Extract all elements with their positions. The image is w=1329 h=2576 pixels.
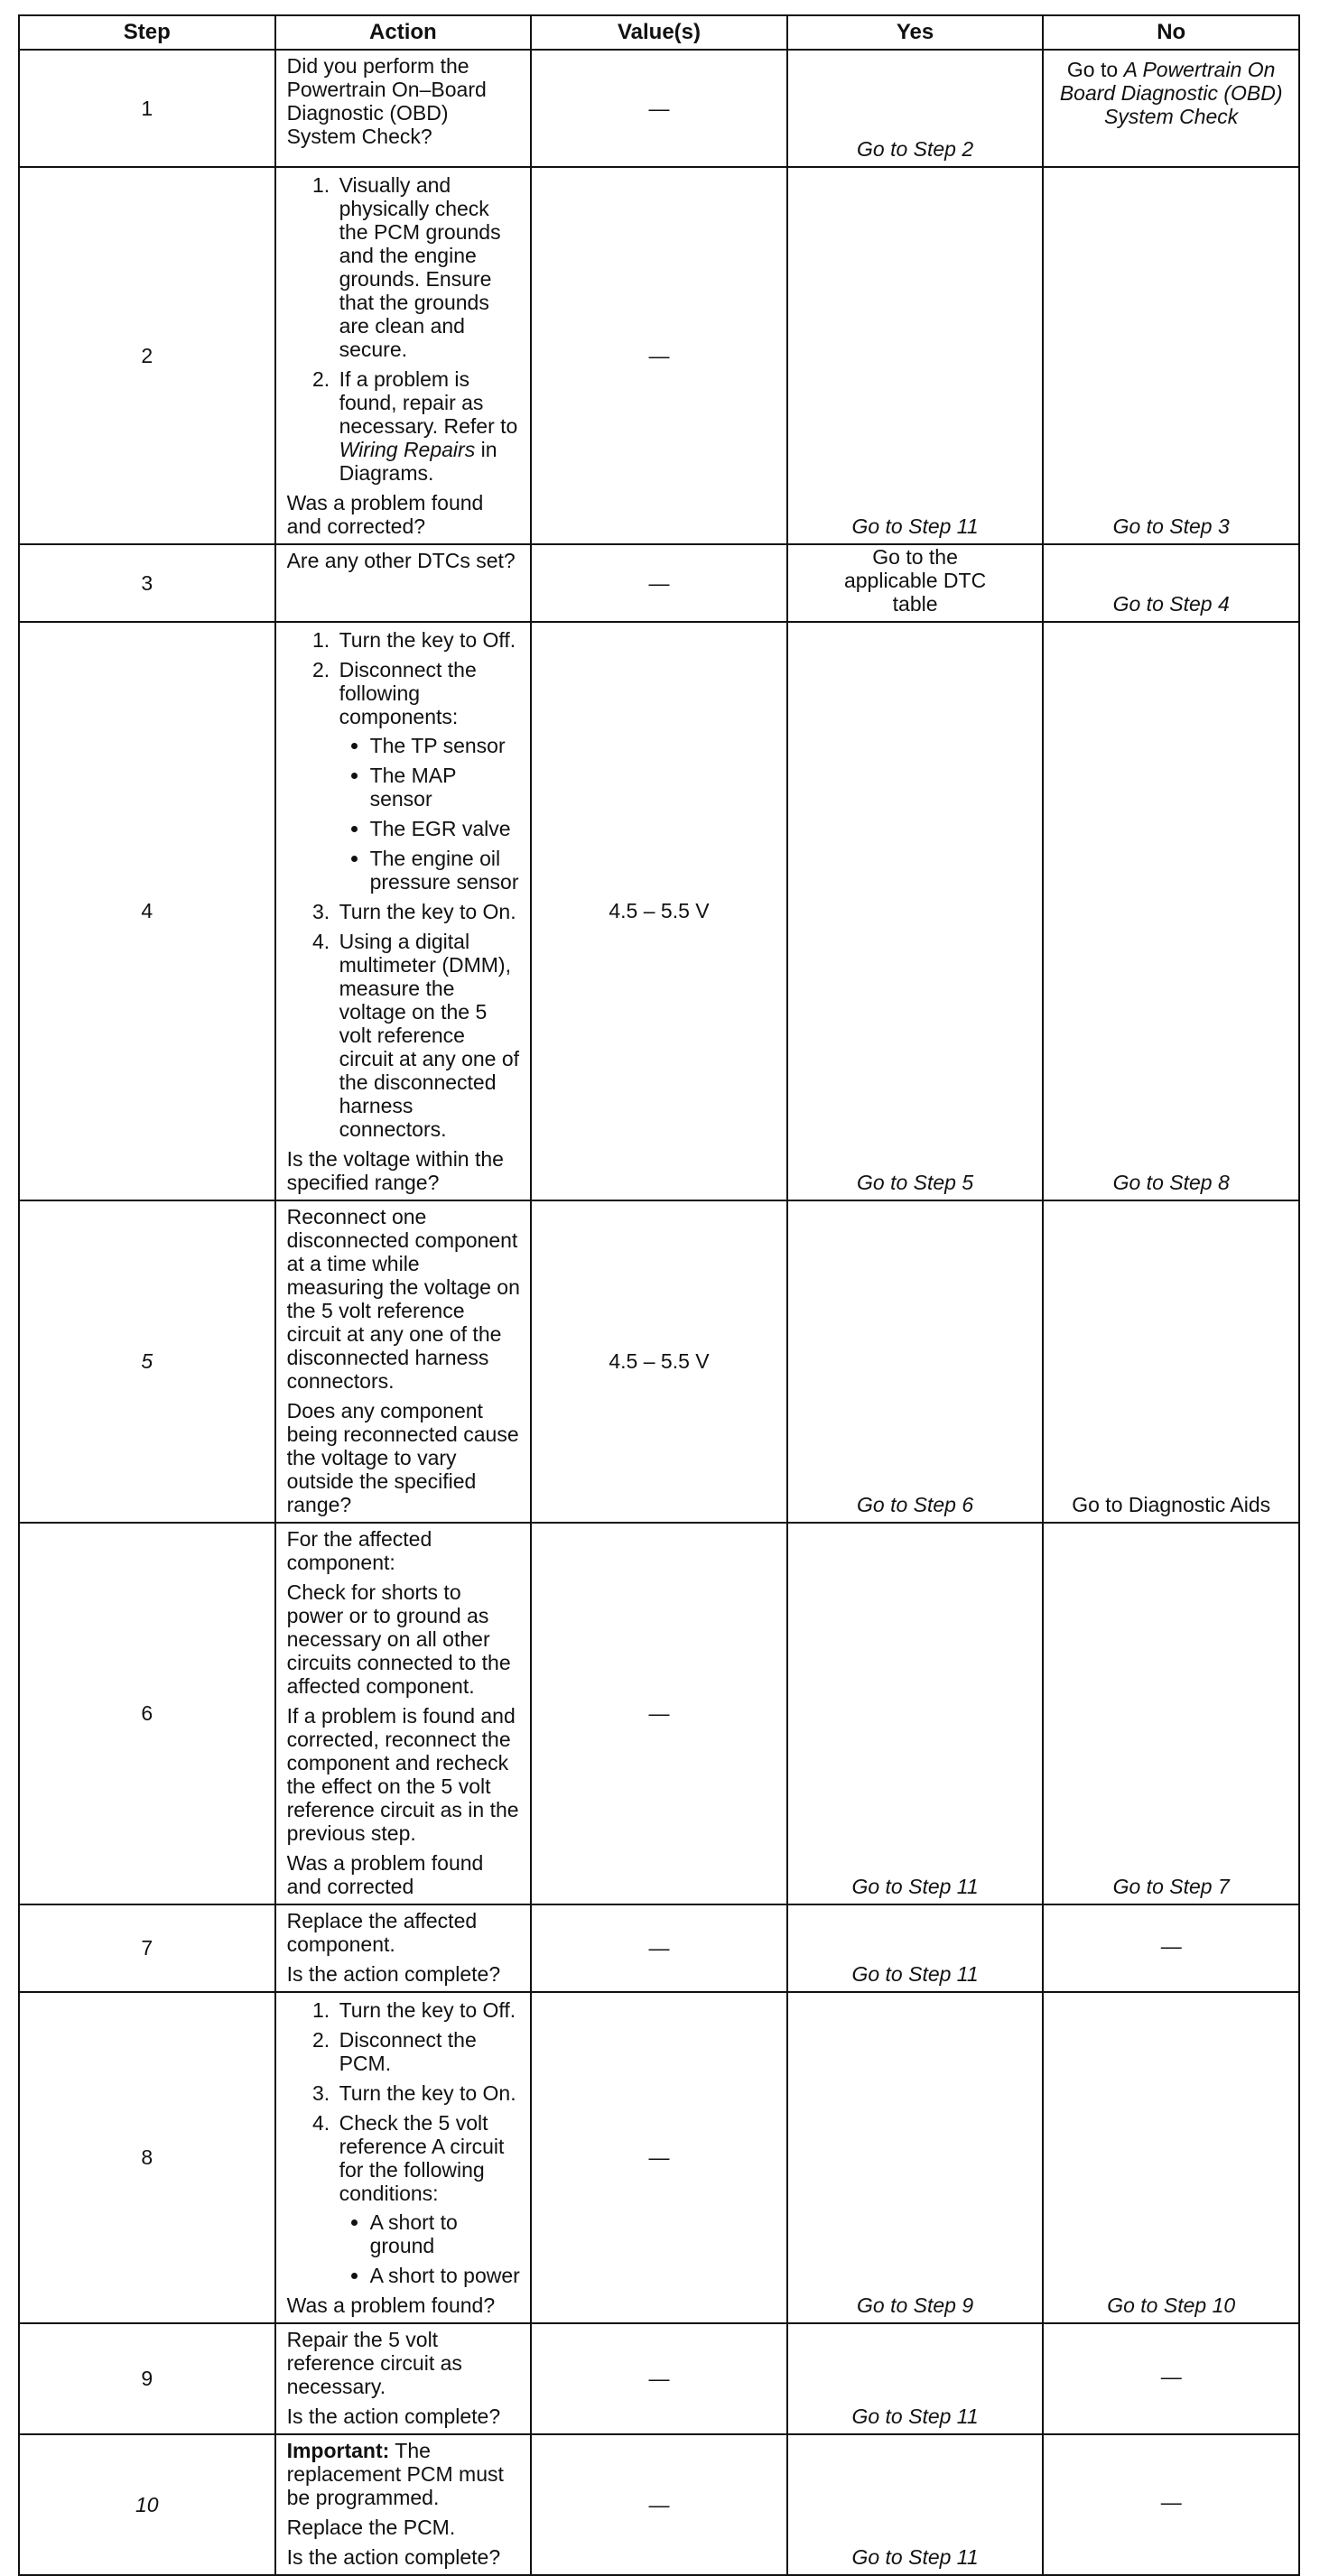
component-list (339, 734, 522, 894)
action-text: Repair the 5 volt reference circuit as necessary. (286, 2328, 462, 2398)
no-cell: Go to Step 8 (1043, 622, 1299, 1200)
step-number: 3 (19, 544, 275, 622)
yes-cell: Go to Step 11 (787, 2434, 1044, 2575)
step-number: 10 (19, 2434, 275, 2575)
no-cell: — (1043, 2323, 1299, 2434)
action-cell (275, 50, 532, 167)
table-row (19, 544, 1299, 622)
action-text: Check for shorts to power or to ground as necessary on all other circuits connected to the affected component. (286, 1580, 511, 1698)
action-cell (275, 2434, 532, 2575)
action-question: Was a problem found and corrected? (286, 491, 484, 538)
action-step (336, 367, 522, 485)
action-cell (275, 544, 532, 622)
step-number: 8 (19, 1992, 275, 2323)
action-step: 1. Turn the key to Off. (336, 1998, 522, 2022)
action-text: Did you perform the Powertrain On–Board Diagnostic (OBD) System Check? (286, 54, 487, 148)
action-step: 4. Using a digital multimeter (DMM), measure the voltage on the 5 volt reference circuit at any one of the disconnected harness connectors. (336, 930, 522, 1141)
no-cell: — (1043, 2434, 1299, 2575)
action-cell (275, 1904, 532, 1992)
list-item: • The MAP sensor (370, 764, 522, 811)
value-cell: — (531, 544, 787, 622)
yes-cell: Go to Step 9 (787, 1992, 1044, 2323)
no-link-obd-check: A Powertrain On Board Diagnostic (OBD) System Check (1059, 58, 1283, 128)
action-question: Was a problem found? (286, 2293, 496, 2317)
wiring-repairs-ref: Wiring Repairs (339, 438, 476, 461)
value-cell: — (531, 1904, 787, 1992)
action-steps (287, 173, 522, 485)
action-steps (287, 1998, 522, 2287)
action-cell (275, 622, 532, 1200)
action-cell (275, 2323, 532, 2434)
no-prefix: Go to (1066, 58, 1124, 81)
header-values: Value(s) (531, 15, 787, 50)
value-cell: — (531, 167, 787, 544)
diagnostic-table (18, 14, 1300, 2576)
no-cell: Go to Step 10 (1043, 1992, 1299, 2323)
value-cell: — (531, 1992, 787, 2323)
action-step: 1. Visually and physically check the PCM grounds and the engine grounds. Ensure that the grounds are clean and secure. (336, 173, 522, 361)
step-number: 7 (19, 1904, 275, 1992)
yes-cell: Go to Step 6 (787, 1200, 1044, 1523)
action-text: Replace the affected component. (286, 1909, 478, 1956)
yes-cell: Go to Step 11 (787, 1904, 1044, 1992)
condition-list (339, 2210, 522, 2287)
important-note (287, 2439, 522, 2509)
no-cell: — (1043, 1904, 1299, 1992)
value-cell: — (531, 50, 787, 167)
action-question: Is the voltage within the specified range? (286, 1147, 504, 1194)
header-no: No (1043, 15, 1299, 50)
table-row (19, 1200, 1299, 1523)
no-cell: Go to Step 4 (1043, 544, 1299, 622)
list-item: • The EGR valve (370, 817, 522, 840)
value-cell: 4.5 – 5.5 V (531, 622, 787, 1200)
action-cell (275, 1523, 532, 1904)
no-cell: Go to Diagnostic Aids (1043, 1200, 1299, 1523)
step-number: 9 (19, 2323, 275, 2434)
action-step: 3. Turn the key to On. (336, 900, 522, 923)
action-step: 1. Turn the key to Off. (336, 628, 522, 652)
important-label: Important: (286, 2439, 390, 2462)
action-step (336, 658, 522, 894)
important-text: The replacement PCM must be programmed. (286, 2439, 504, 2509)
list-item: • The TP sensor (370, 734, 522, 757)
action-step (336, 2111, 522, 2287)
step-number: 4 (19, 622, 275, 1200)
action-step: 3. Turn the key to On. (336, 2081, 522, 2105)
action-step-text: Disconnect the following components: (339, 658, 477, 728)
action-question: Does any component being reconnected cause the voltage to vary outside the specified range? (286, 1399, 519, 1516)
action-step: 2. Disconnect the PCM. (336, 2028, 522, 2075)
yes-cell: Go to Step 5 (787, 622, 1044, 1200)
table-row (19, 2323, 1299, 2434)
action-question: Is the action complete? (286, 2545, 501, 2569)
yes-cell: Go to Step 2 (787, 50, 1044, 167)
step-number: 1 (19, 50, 275, 167)
value-cell: — (531, 2434, 787, 2575)
yes-cell: Go to Step 11 (787, 1523, 1044, 1904)
no-cell (1043, 50, 1299, 167)
list-item: • The engine oil pressure sensor (370, 847, 522, 894)
action-cell (275, 167, 532, 544)
action-step-text: Check the 5 volt reference A circuit for the following conditions: (339, 2111, 505, 2205)
table-row (19, 50, 1299, 167)
table-row (19, 1523, 1299, 1904)
action-text: Reconnect one disconnected component at a time while measuring the voltage on the 5 volt reference circuit at any one of the disconnected harness connectors. (286, 1205, 520, 1393)
list-item: • A short to ground (370, 2210, 522, 2257)
action-question: Is the action complete? (286, 1962, 501, 1986)
no-cell: Go to Step 7 (1043, 1523, 1299, 1904)
header-step: Step (19, 15, 275, 50)
action-step-text: If a problem is found, repair as necessary. Refer to (339, 367, 518, 438)
value-cell: — (531, 2323, 787, 2434)
yes-cell: Go to Step 11 (787, 2323, 1044, 2434)
action-step-text: in Diagrams. (339, 438, 497, 485)
action-cell (275, 1992, 532, 2323)
table-row (19, 622, 1299, 1200)
value-cell: 4.5 – 5.5 V (531, 1200, 787, 1523)
header-yes: Yes (787, 15, 1044, 50)
action-cell (275, 1200, 532, 1523)
list-item: • A short to power (370, 2264, 522, 2287)
value-cell: — (531, 1523, 787, 1904)
action-steps (287, 628, 522, 1141)
yes-cell: Go to the applicable DTC table (787, 544, 1044, 622)
step-number: 6 (19, 1523, 275, 1904)
no-cell: Go to Step 3 (1043, 167, 1299, 544)
header-row (19, 15, 1299, 50)
action-text: For the affected component: (286, 1527, 432, 1574)
table-row (19, 1992, 1299, 2323)
step-number: 2 (19, 167, 275, 544)
action-text: Replace the PCM. (286, 2516, 456, 2539)
table-row (19, 2434, 1299, 2575)
step-number: 5 (19, 1200, 275, 1523)
action-text: If a problem is found and corrected, reconnect the component and recheck the effect on the 5 volt reference circuit as in the previous step. (286, 1704, 519, 1845)
action-question: Is the action complete? (286, 2405, 501, 2428)
header-action: Action (275, 15, 532, 50)
table-row (19, 1904, 1299, 1992)
yes-cell: Go to Step 11 (787, 167, 1044, 544)
table-row (19, 167, 1299, 544)
action-question: Are any other DTCs set? (286, 549, 516, 572)
action-question: Was a problem found and corrected (286, 1851, 484, 1898)
